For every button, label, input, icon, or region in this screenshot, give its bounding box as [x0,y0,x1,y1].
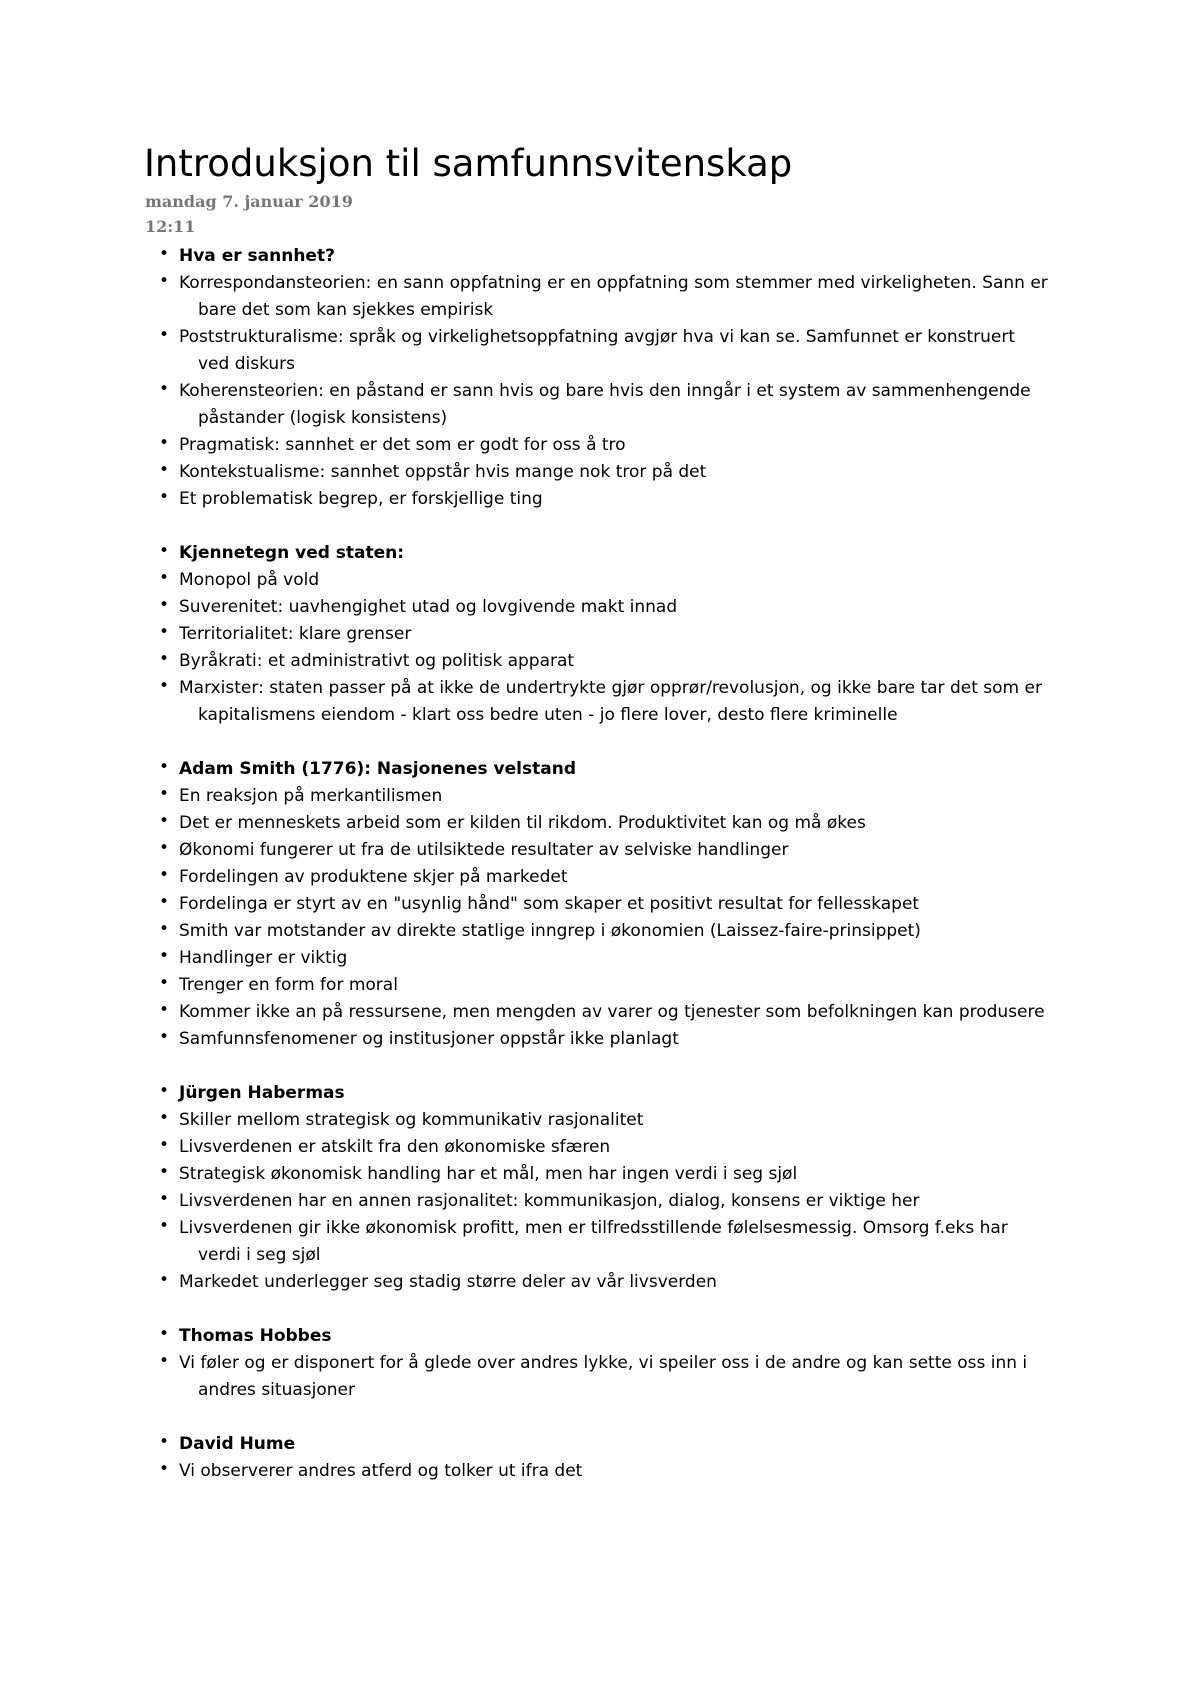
section-heading-text: Jürgen Habermas [179,1083,345,1103]
list-item-text: Markedet underlegger seg stadig større deler av vår livsverden [179,1272,717,1292]
bullet-icon: • [159,1432,170,1452]
list-item-text: Samfunnsfenomener og institusjoner oppstår ikke planlagt [179,1029,679,1049]
bullet-icon: • [159,271,170,291]
bullet-icon: • [159,1000,170,1020]
bullet-icon: • [159,892,170,912]
list-item-text: Koherensteorien: en påstand er sann hvis og bare hvis den inngår i et system av sammenhengende påstander (logisk konsistens) [179,381,1031,428]
bullet-icon: • [159,838,170,858]
list-item [0,1215,1200,1269]
list-item-text: Monopol på vold [179,570,320,590]
bullet-icon: • [159,1189,170,1209]
list-item-text: Livsverdenen er atskilt fra den økonomiske sfæren [179,1137,611,1157]
list-item [0,675,1200,729]
list-item-text: Marxister: staten passer på at ikke de undertrykte gjør opprør/revolusjon, og ikke bare tar det som er kapitalismens eiendom - klart oss bedre uten - jo flere lover, desto flere kriminelle [179,678,1042,725]
list-item [0,864,1200,891]
list-item [0,1161,1200,1188]
list-item [0,648,1200,675]
bullet-icon: • [159,1108,170,1128]
section-heading-text: Hva er sannhet? [179,246,335,266]
list-item [0,1134,1200,1161]
bullet-icon: • [159,1351,170,1371]
list-item [0,918,1200,945]
list-item-text: Strategisk økonomisk handling har et mål, men har ingen verdi i seg sjøl [179,1164,798,1184]
list-item-text: Skiller mellom strategisk og kommunikativ rasjonalitet [179,1110,644,1130]
list-item-text: Vi føler og er disponert for å glede over andres lykke, vi speiler oss i de andre og kan sette oss inn i andres situasjoner [179,1353,1028,1400]
bullet-icon: • [159,568,170,588]
list-item [0,1350,1200,1404]
list-item-text: Kontekstualisme: sannhet oppstår hvis mange nok tror på det [179,462,707,482]
section-heading [0,1323,1200,1350]
list-item [0,594,1200,621]
bullet-icon: • [159,865,170,885]
list-item-text: Poststrukturalisme: språk og virkelighetsoppfatning avgjør hva vi kan se. Samfunnet er konstruert ved diskurs [179,327,1016,374]
bullet-icon: • [159,784,170,804]
bullet-icon: • [159,595,170,615]
bullet-icon: • [159,487,170,507]
list-item-text: Byråkrati: et administrativt og politisk apparat [179,651,575,671]
section-heading-text: Kjennetegn ved staten: [179,543,405,563]
list-item [0,621,1200,648]
list-item [0,1458,1200,1485]
list-item [0,972,1200,999]
bullet-icon: • [159,1459,170,1479]
list-item [0,810,1200,837]
bullet-icon: • [159,1027,170,1047]
list-item-text: Trenger en form for moral [179,975,398,995]
bullet-icon: • [159,1162,170,1182]
list-item-text: Kommer ikke an på ressursene, men mengden av varer og tjenester som befolkningen kan produsere [179,1002,1045,1022]
list-item [0,999,1200,1026]
bullet-icon: • [159,919,170,939]
bullet-icon: • [159,1324,170,1344]
list-item-text: Pragmatisk: sannhet er det som er godt for oss å tro [179,435,626,455]
section-heading [0,1431,1200,1458]
bullet-icon: • [159,460,170,480]
list-item [0,1188,1200,1215]
list-item [0,1026,1200,1053]
bullet-icon: • [159,1216,170,1236]
list-item [0,837,1200,864]
bullet-icon: • [159,622,170,642]
bullet-icon: • [159,1270,170,1290]
list-item [0,324,1200,378]
list-item-text: Det er menneskets arbeid som er kilden til rikdom. Produktivitet kan og må økes [179,813,866,833]
list-item [0,1107,1200,1134]
section-heading [0,1080,1200,1107]
list-item-text: Vi observerer andres atferd og tolker ut ifra det [179,1461,583,1481]
list-item [0,378,1200,432]
list-item [0,783,1200,810]
note-date: mandag 7. januar 2019 [145,192,353,211]
section-heading [0,540,1200,567]
list-item [0,567,1200,594]
list-item [0,1269,1200,1296]
list-item-text: Korrespondansteorien: en sann oppfatning er en oppfatning som stemmer med virkeligheten. Sann er bare det som kan sjekkes empirisk [179,273,1048,320]
bullet-icon: • [159,946,170,966]
list-item-text: Smith var motstander av direkte statlige inngrep i økonomien (Laissez-faire-prinsippet) [179,921,921,941]
list-item-text: Handlinger er viktig [179,948,348,968]
list-item-text: En reaksjon på merkantilismen [179,786,443,806]
list-item-text: Fordelinga er styrt av en "usynlig hånd" som skaper et positivt resultat for fellesskapet [179,894,920,914]
bullet-icon: • [159,811,170,831]
note-time: 12:11 [145,217,196,236]
bullet-icon: • [159,325,170,345]
section-heading [0,243,1200,270]
list-item [0,459,1200,486]
list-item-text: Et problematisk begrep, er forskjellige ting [179,489,543,509]
page-title: Introduksjon til samfunnsvitenskap [144,142,793,185]
bullet-icon: • [159,541,170,561]
list-item-text: Økonomi fungerer ut fra de utilsiktede resultater av selviske handlinger [179,840,789,860]
list-item-text: Suverenitet: uavhengighet utad og lovgivende makt innad [179,597,678,617]
section-heading-text: Thomas Hobbes [179,1326,332,1346]
list-item-text: Livsverdenen gir ikke økonomisk profitt, men er tilfredsstillende følelsesmessig. Omsorg f.eks har verdi i seg sjøl [179,1218,1008,1265]
list-item [0,432,1200,459]
bullet-icon: • [159,433,170,453]
list-item [0,486,1200,513]
bullet-icon: • [159,676,170,696]
list-item-text: Livsverdenen har en annen rasjonalitet: kommunikasjon, dialog, konsens er viktige her [179,1191,920,1211]
bullet-icon: • [159,973,170,993]
list-item [0,891,1200,918]
list-item [0,270,1200,324]
bullet-list [0,243,1200,1485]
section-heading-text: Adam Smith (1776): Nasjonenes velstand [179,759,576,779]
bullet-icon: • [159,757,170,777]
list-item-text: Fordelingen av produktene skjer på markedet [179,867,568,887]
list-item-text: Territorialitet: klare grenser [179,624,412,644]
bullet-icon: • [159,649,170,669]
section-heading-text: David Hume [179,1434,296,1454]
bullet-icon: • [159,1081,170,1101]
bullet-icon: • [159,244,170,264]
section-heading [0,756,1200,783]
bullet-icon: • [159,1135,170,1155]
bullet-icon: • [159,379,170,399]
list-item [0,945,1200,972]
